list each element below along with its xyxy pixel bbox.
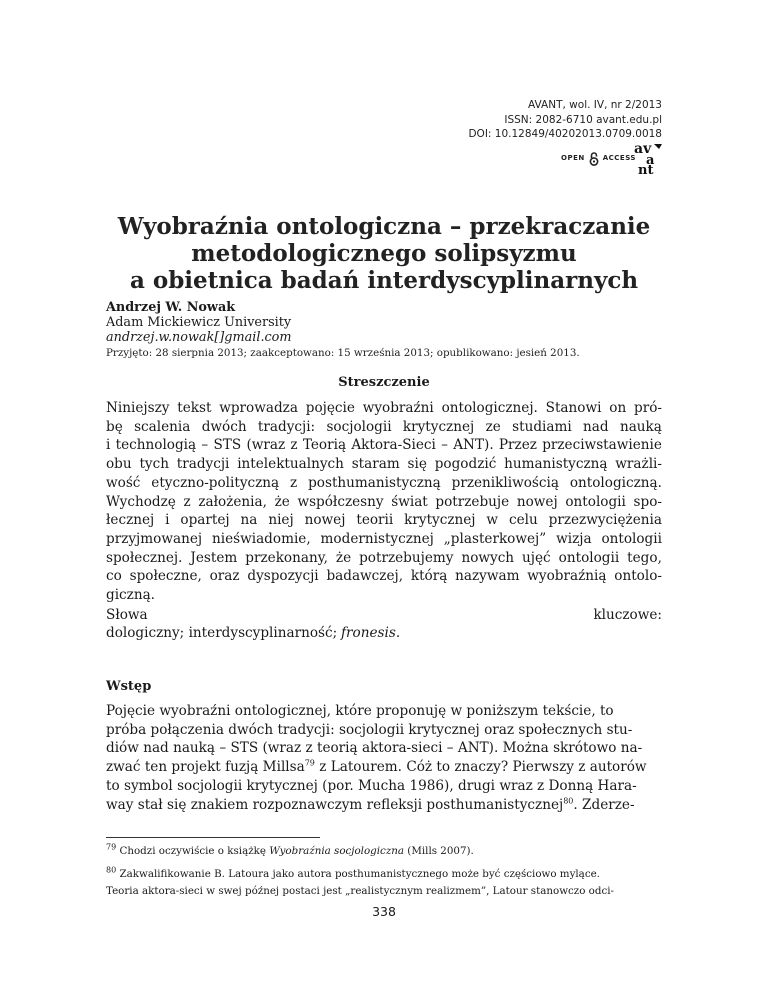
abstract-line-text: giczną. <box>106 587 156 604</box>
footnote-79 <box>106 843 662 860</box>
word: ontologii <box>565 493 626 510</box>
word: ze <box>485 418 501 435</box>
word: że <box>335 549 352 566</box>
footnote-line <box>106 843 662 860</box>
word: na <box>240 512 258 529</box>
word: ujęć <box>522 549 551 566</box>
footnote-fragment: Chodzi oczywiście o książkę <box>119 845 270 857</box>
word: tych <box>139 456 169 473</box>
journal-name: AVANT, wol. IV, nr 2/2013 <box>528 99 662 111</box>
word: i <box>106 437 111 454</box>
intro-line-text <box>106 758 647 777</box>
footnote-line <box>106 866 662 883</box>
word: Teorią <box>302 437 347 454</box>
word: pojęcie <box>305 400 355 416</box>
word: dwóch <box>201 418 247 435</box>
intro-line-text <box>106 796 635 815</box>
word: z <box>290 474 298 491</box>
author-block <box>106 300 292 345</box>
word: potrzebujemy <box>359 549 454 566</box>
word: tekst <box>177 400 212 416</box>
intro-line-text: diów nad nauką – STS (wraz z teorią aktora-sieci – ANT). Można skrótowo na- <box>106 740 643 757</box>
word: (wraz <box>246 437 286 454</box>
title-line: metodologicznego solipsyzmu <box>191 240 577 267</box>
word: pogodzić <box>434 456 497 473</box>
footnote-divider <box>106 837 320 838</box>
word: obu <box>106 456 132 473</box>
word: wrażli- <box>615 456 662 473</box>
keywords-end: . <box>395 625 401 642</box>
abstract-line <box>106 474 662 493</box>
footnote-line <box>106 883 662 900</box>
word: założenia, <box>198 493 267 510</box>
word: nauką <box>619 418 662 435</box>
word: wyobraźnią <box>527 568 607 585</box>
word: społeczne, <box>129 568 202 585</box>
word: ontolo- <box>614 568 662 585</box>
open-access-label-left: OPEN <box>561 154 585 162</box>
journal-metadata <box>468 98 662 142</box>
intro-line <box>106 702 662 721</box>
intro-line <box>106 721 662 740</box>
word: wość <box>106 474 141 491</box>
word: się <box>407 456 427 473</box>
footnote-text <box>106 866 600 883</box>
publication-dates: Przyjęto: 28 sierpnia 2013; zaakceptowano: 15 września 2013; opublikowano: jesień 2013. <box>106 347 580 359</box>
author-email: andrzej.w.nowak[]gmail.com <box>106 330 292 345</box>
issn: ISSN: 2082-6710 avant.edu.pl <box>504 113 662 126</box>
footnote-80 <box>106 866 662 900</box>
word: co <box>106 568 122 585</box>
section-heading-intro: Wstęp <box>106 679 152 694</box>
abstract-line <box>106 493 662 512</box>
abstract-line <box>106 399 662 418</box>
footnote-fragment: (Mills 2007). <box>404 845 474 857</box>
intro-text-fragment: . Zderze- <box>573 796 635 813</box>
word: celu <box>508 512 538 529</box>
word: ANT). <box>453 437 494 454</box>
word: nazywam <box>455 568 520 585</box>
intro-text-fragment: zwać ten projekt fuzją Millsa <box>106 759 305 776</box>
word: krytycznej <box>402 418 475 435</box>
keywords-line <box>106 624 662 643</box>
doi: DOI: 10.12849/40202013.0709.0018 <box>468 128 662 140</box>
page-number: 338 <box>372 904 396 919</box>
word: Słowa <box>106 606 148 623</box>
word: pró- <box>634 400 662 416</box>
word: w <box>486 512 499 529</box>
word: nad <box>583 418 609 435</box>
word: Niniejszy <box>106 400 170 416</box>
word: tradycji: <box>257 418 316 435</box>
word: Wychodzę <box>106 493 176 510</box>
footnote-ref-80[interactable]: 80 <box>563 795 574 805</box>
word: STS <box>213 437 242 454</box>
abstract-heading: Streszczenie <box>338 375 430 390</box>
word: studiami <box>512 418 572 435</box>
word: nowej <box>304 512 346 529</box>
word: socjologii <box>326 418 392 435</box>
word: niej <box>268 512 294 529</box>
word: Przez <box>498 437 537 454</box>
keyword-fronesis: fronesis <box>341 625 396 642</box>
open-access-label-right: ACCESS <box>602 154 636 162</box>
abstract-line <box>106 549 662 568</box>
word: staram <box>351 456 400 473</box>
word: społecznej. <box>106 549 183 566</box>
svg-text:a: a <box>646 153 655 168</box>
word: ontologiczną. <box>569 474 662 491</box>
footnote-book-title: Wyobraźnia socjologiczna <box>269 845 405 857</box>
open-access-lock-icon <box>589 151 599 166</box>
word: nowej <box>516 493 558 510</box>
abstract-line <box>106 455 662 474</box>
footnote-fragment: Zakwalifikowanie B. Latoura jako autora posthumanistycznego może być częściowo mylące. <box>119 868 600 880</box>
word: przekonany, <box>245 549 328 566</box>
word: teorii <box>356 512 394 529</box>
word: wprowadza <box>219 400 298 416</box>
word: tradycji <box>176 456 230 473</box>
open-access-badge <box>561 150 636 166</box>
footnote-text: Teoria aktora-sieci w swej późnej postaci jest „realistycznym realizmem”, Latour stanowczo odci- <box>106 885 614 897</box>
intro-line <box>106 777 662 796</box>
word: przezwyciężenia <box>548 512 662 529</box>
intro-text-fragment: z Latourem. Cóż to znaczy? Pierwszy z autorów <box>314 759 647 776</box>
word: krytycznej <box>404 512 476 529</box>
intro-body <box>106 702 662 814</box>
word: Jestem <box>190 549 238 566</box>
abstract-line <box>106 436 662 455</box>
svg-text:nt: nt <box>638 163 654 176</box>
abstract-line <box>106 511 662 530</box>
title-line: Wyobraźnia ontologiczna – przekraczanie <box>117 213 651 240</box>
word: współczesny <box>297 493 384 510</box>
word: opartej <box>180 512 230 529</box>
avant-logo <box>632 140 668 176</box>
title-line: a obietnica badań interdyscyplinarnych <box>129 267 639 294</box>
word: tego, <box>627 549 662 566</box>
word: wyobraźni <box>362 400 434 416</box>
word: kluczowe: <box>593 606 662 623</box>
word: łecznej <box>106 512 155 529</box>
intro-line <box>106 739 662 758</box>
abstract-line <box>106 418 662 437</box>
word: modernistycznej <box>320 530 434 547</box>
intro-line-text: Pojęcie wyobraźni ontologicznej, które proponuję w poniższym tekście, to <box>106 703 614 719</box>
word: przeciwstawienie <box>542 437 662 454</box>
word: badawczej, <box>326 568 404 585</box>
word: humanistyczną <box>504 456 608 473</box>
footnote-number: 80 <box>106 865 117 875</box>
word: etyczno-polityczną <box>151 474 280 491</box>
word: z <box>290 437 298 454</box>
footnote-number: 79 <box>106 842 117 852</box>
svg-text:av: av <box>634 141 652 157</box>
footnote-ref-79[interactable]: 79 <box>304 758 315 768</box>
word: ontologicznej. <box>441 400 538 416</box>
word: przyjmowanej <box>106 530 203 547</box>
word: Aktora-Sieci <box>351 437 436 454</box>
author-name: Andrzej W. Nowak <box>106 300 236 315</box>
intro-line-text: próba połączenia dwóch tradycji: socjologii krytycznej oraz społecznych stu- <box>106 721 633 738</box>
abstract-line <box>106 567 662 586</box>
word: on <box>609 400 627 416</box>
word: posthumanistyczną <box>308 474 441 491</box>
word: przenikliwością <box>451 474 559 491</box>
word: dyspozycji <box>247 568 319 585</box>
word: – <box>441 437 448 454</box>
abstract-body <box>106 399 662 643</box>
intro-line-text: to symbol socjologii krytycznej (por. Mucha 1986), drugi wraz z Donną Hara- <box>106 777 637 794</box>
word: i <box>165 512 170 529</box>
word: technologią <box>115 437 197 454</box>
intro-line <box>106 758 662 777</box>
intro-text-fragment: way stał się znakiem rozpoznawczym refleksji posthumanistycznej <box>106 796 564 813</box>
footnote-text <box>106 843 474 860</box>
author-affiliation: Adam Mickiewicz University <box>106 315 292 330</box>
word: – <box>201 437 209 454</box>
word: ontologii <box>601 530 662 547</box>
word: którą <box>410 568 448 585</box>
keywords-line <box>106 606 662 625</box>
word: nieświadomie, <box>211 530 311 547</box>
word: ontologii <box>558 549 620 566</box>
word: Stanowi <box>545 400 602 416</box>
word: scalenia <box>134 418 191 435</box>
word: świat <box>391 493 428 510</box>
word: oraz <box>209 568 240 585</box>
keywords-text: dologiczny; interdyscyplinarność; <box>106 625 338 642</box>
intro-line <box>106 796 662 815</box>
word: potrzebuje <box>435 493 510 510</box>
paper-title <box>0 213 768 294</box>
abstract-line <box>106 586 662 605</box>
abstract-line <box>106 530 662 549</box>
word: spo- <box>633 493 662 510</box>
word: że <box>274 493 290 510</box>
word: bę <box>106 418 123 435</box>
word: wizja <box>556 530 592 547</box>
word: „plasterkowej” <box>443 530 547 547</box>
word: nowych <box>461 549 515 566</box>
word: z <box>183 493 191 510</box>
word: intelektualnych <box>237 456 344 473</box>
